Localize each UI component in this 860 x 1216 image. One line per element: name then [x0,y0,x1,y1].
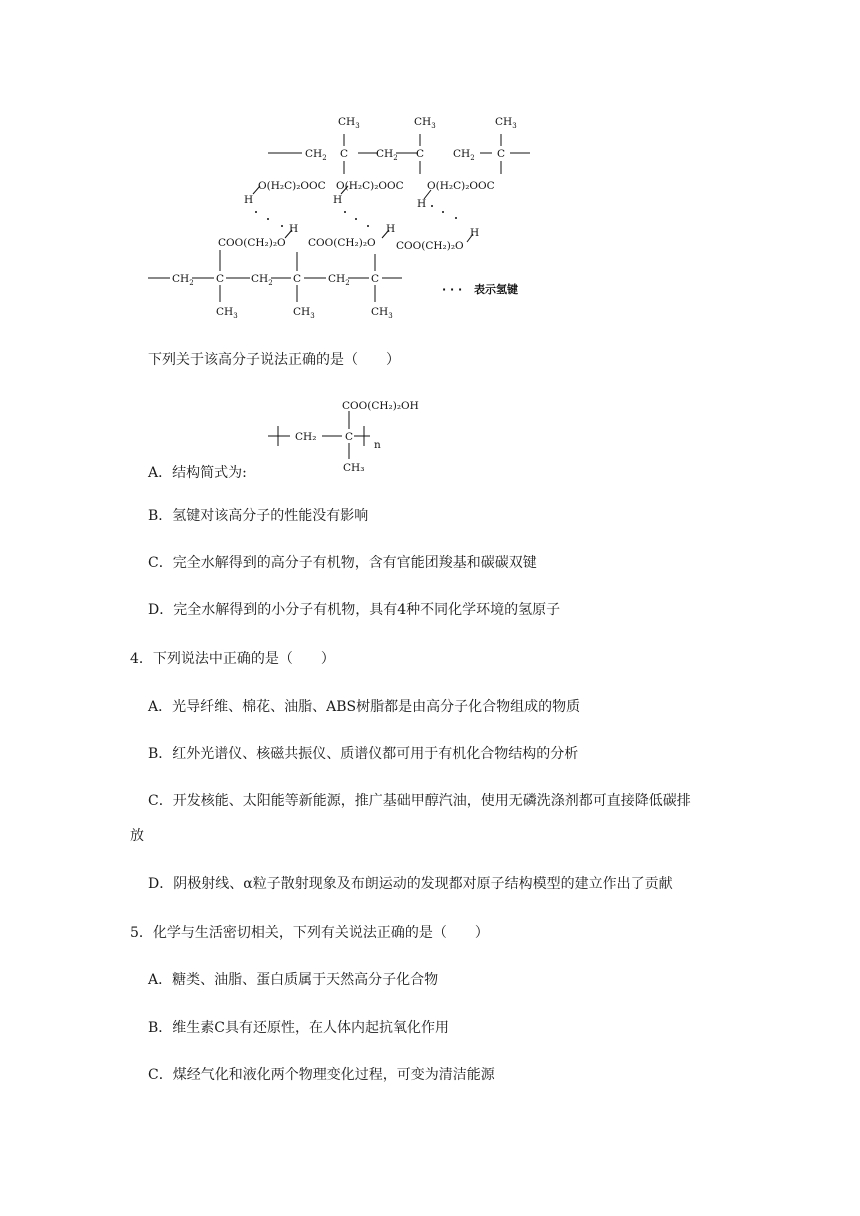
option-text: 红外光谱仪、核磁共振仪、质谱仪都可用于有机化合物结构的分析 [172,746,579,762]
carbon-label: C [371,273,380,285]
option-text: 开发核能、太阳能等新能源，推广基础甲醇汽油，使用无磷洗涤剂都可直接降低碳排 [172,793,691,809]
ch3-label: CH₃ [343,462,365,474]
option-letter: B． [148,508,173,524]
option-letter: C． [148,555,173,571]
option-letter: C． [148,793,173,809]
ch3-label: $CH_3$ [414,116,436,130]
option-letter: B． [148,1020,173,1036]
ester-label: COO(CH₂)₂O [218,237,286,249]
ch3-label: $CH_3$ [338,116,360,130]
q4-option-d [148,874,673,894]
option-letter: A． [148,972,173,988]
q3-option-d [148,600,560,620]
option-text: 煤经气化和液化两个物理变化过程，可变为清洁能源 [172,1067,495,1083]
hydrogen-label: H [417,198,427,210]
option-letter: D． [148,876,174,892]
q5-option-a [148,970,438,990]
hydrogen-label: H [244,194,254,206]
option-text: 光导纤维、棉花、油脂、ABS树脂都是由高分子化合物组成的物质 [172,699,581,715]
ch2-label: $CH_2$ [251,273,273,287]
carbon-label: C [293,273,302,285]
option-text: 结构简式为: [172,465,247,481]
q5-stem: 5．化学与生活密切相关，下列有关说法正确的是（ ） [130,925,489,941]
hydrogen-label: H [289,223,299,235]
ester-label: O(H₂C)₂OOC [427,180,495,192]
ester-label: O(H₂C)₂OOC [258,180,326,192]
hydrogen-bond-legend [442,282,518,296]
carbon-label: C [416,148,425,160]
ch2-label: $CH_2$ [305,148,327,162]
option-letter: A． [148,699,173,715]
q4-option-c [148,791,691,811]
option-letter: A． [148,465,173,481]
legend-text: 表示氢键 [474,283,518,296]
hydrogen-label: H [470,227,480,239]
q4-option-a [148,697,580,717]
option-text: 氢键对该高分子的性能没有影响 [172,508,369,524]
ch3-label: $CH_3$ [293,306,315,320]
hydrogen-label: H [333,194,343,206]
carbon-label: C [345,431,354,443]
ester-label: O(H₂C)₂OOC [336,180,404,192]
carbon-label: C [497,148,506,160]
q4-stem: 4．下列说法中正确的是（ ） [130,651,335,667]
q4-option-b [148,744,578,764]
top-chain-labels [244,116,517,210]
hydrogen-label: H [386,223,396,235]
option-letter: C． [148,1067,173,1083]
side-chain-label: COO(CH₂)₂OH [342,400,419,412]
ch3-label: $CH_3$ [216,306,238,320]
q4-option-c-continued [130,826,144,846]
ester-label: COO(CH₂)₂O [308,237,376,249]
ch3-label: $CH_3$ [495,116,517,130]
ch2-label: $CH_2$ [328,273,350,287]
q3-option-c [148,553,537,573]
q3-option-b [148,506,368,526]
option-text: 糖类、油脂、蛋白质属于天然高分子化合物 [172,972,439,988]
option-text: 完全水解得到的小分子有机物，具有4种不同化学环境的氢原子 [173,602,561,618]
q3-option-a [148,463,247,483]
option-a-structural-formula [266,396,426,476]
ch2-label: CH₂ [295,431,317,443]
carbon-label: C [340,148,349,160]
carbon-label: C [216,273,225,285]
ch2-label: $CH_2$ [172,273,194,287]
bottom-chain-labels [172,223,479,320]
ch2-label: $CH_2$ [376,148,398,162]
option-text: 放 [130,828,144,844]
option-letter: B． [148,746,173,762]
polymer-hydrogen-bond-figure [140,108,560,324]
ester-label: COO(CH₂)₂O [396,240,464,252]
ch3-label: $CH_3$ [371,306,393,320]
subscript-n: n [374,439,381,451]
ch2-label: $CH_2$ [453,148,475,162]
option-text: 维生素C具有还原性，在人体内起抗氧化作用 [172,1020,450,1036]
q3-stem: 下列关于该高分子说法正确的是（ ） [148,352,400,368]
option-text: 阴极射线、α粒子散射现象及布朗运动的发现都对原子结构模型的建立作出了贡献 [173,876,673,892]
legend-dots: · · · [442,283,463,296]
option-text: 完全水解得到的高分子有机物，含有官能团羧基和碳碳双键 [172,555,537,571]
hydrogen-bond-dots [255,205,457,227]
q5-option-c [148,1065,495,1085]
option-letter: D． [148,602,174,618]
q5-option-b [148,1018,449,1038]
